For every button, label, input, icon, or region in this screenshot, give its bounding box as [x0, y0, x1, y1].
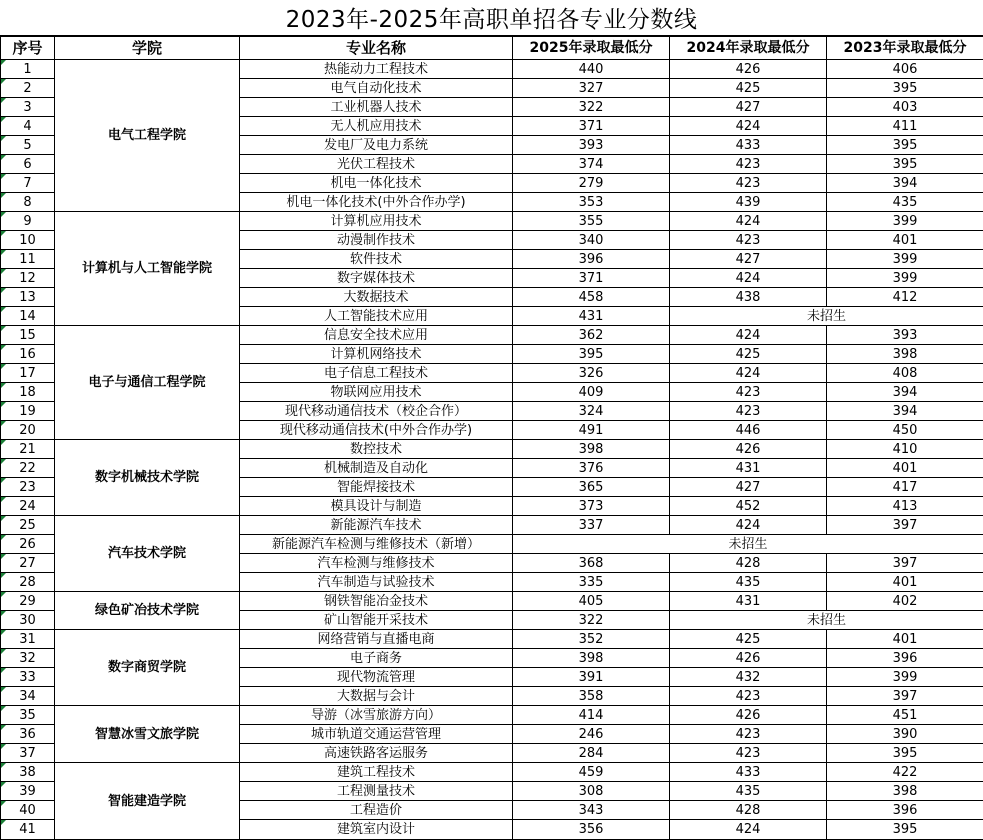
major-name-cell[interactable]: 城市轨道交通运营管理 — [240, 725, 513, 744]
college-cell[interactable]: 计算机与人工智能学院 — [55, 212, 240, 326]
score-2023-cell[interactable]: 393 — [827, 326, 983, 345]
major-name-cell[interactable]: 现代物流管理 — [240, 668, 513, 687]
row-index-cell[interactable]: 18 — [1, 383, 55, 402]
major-name-cell[interactable]: 信息安全技术应用 — [240, 326, 513, 345]
row-index-cell[interactable]: 33 — [1, 668, 55, 687]
row-index-cell[interactable]: 29 — [1, 592, 55, 611]
major-name-cell[interactable]: 无人机应用技术 — [240, 117, 513, 136]
score-2025-cell[interactable]: 340 — [513, 231, 670, 250]
score-2023-cell[interactable]: 401 — [827, 459, 983, 478]
score-2025-cell[interactable]: 376 — [513, 459, 670, 478]
score-2023-cell[interactable]: 401 — [827, 630, 983, 649]
score-2025-cell[interactable]: 458 — [513, 288, 670, 307]
row-index-cell[interactable]: 24 — [1, 497, 55, 516]
row-index-cell[interactable]: 31 — [1, 630, 55, 649]
score-2023-cell[interactable]: 422 — [827, 763, 983, 782]
college-cell[interactable]: 汽车技术学院 — [55, 516, 240, 592]
score-2024-cell[interactable]: 423 — [670, 402, 827, 421]
score-2025-cell[interactable]: 431 — [513, 307, 670, 326]
major-name-cell[interactable]: 模具设计与制造 — [240, 497, 513, 516]
score-2025-cell[interactable]: 398 — [513, 649, 670, 668]
score-2023-cell[interactable]: 399 — [827, 269, 983, 288]
score-2024-cell[interactable]: 424 — [670, 364, 827, 383]
score-2024-cell[interactable]: 435 — [670, 573, 827, 592]
row-index-cell[interactable]: 11 — [1, 250, 55, 269]
score-2024-cell[interactable]: 427 — [670, 98, 827, 117]
row-index-cell[interactable]: 6 — [1, 155, 55, 174]
score-2025-cell[interactable]: 491 — [513, 421, 670, 440]
table-row — [1, 592, 983, 611]
header-row — [1, 37, 983, 60]
table-row — [1, 212, 983, 231]
major-name-cell[interactable]: 建筑工程技术 — [240, 763, 513, 782]
row-index-cell[interactable]: 39 — [1, 782, 55, 801]
score-2025-cell[interactable]: 405 — [513, 592, 670, 611]
header-score-2023[interactable]: 2023年录取最低分 — [827, 37, 983, 60]
row-index-cell[interactable]: 5 — [1, 136, 55, 155]
score-2024-cell[interactable]: 423 — [670, 744, 827, 763]
score-2025-cell[interactable]: 398 — [513, 440, 670, 459]
row-index-cell[interactable]: 10 — [1, 231, 55, 250]
header-major[interactable]: 专业名称 — [240, 37, 513, 60]
major-name-cell[interactable]: 智能焊接技术 — [240, 478, 513, 497]
score-2025-cell[interactable]: 373 — [513, 497, 670, 516]
table-row — [1, 60, 983, 79]
score-2025-cell[interactable]: 391 — [513, 668, 670, 687]
score-2023-cell[interactable]: 401 — [827, 231, 983, 250]
score-2023-cell[interactable]: 395 — [827, 155, 983, 174]
major-name-cell[interactable]: 电子信息工程技术 — [240, 364, 513, 383]
major-name-cell[interactable]: 现代移动通信技术(中外合作办学) — [240, 421, 513, 440]
major-name-cell[interactable]: 机电一体化技术 — [240, 174, 513, 193]
score-2023-cell[interactable]: 395 — [827, 136, 983, 155]
row-index-cell[interactable]: 2 — [1, 79, 55, 98]
major-name-cell[interactable]: 电子商务 — [240, 649, 513, 668]
table-row — [1, 516, 983, 535]
score-2023-cell[interactable]: 394 — [827, 174, 983, 193]
college-cell[interactable]: 智能建造学院 — [55, 763, 240, 840]
row-index-cell[interactable]: 34 — [1, 687, 55, 706]
row-index-cell[interactable]: 15 — [1, 326, 55, 345]
score-2024-cell[interactable]: 439 — [670, 193, 827, 212]
row-index-cell[interactable]: 38 — [1, 763, 55, 782]
major-name-cell[interactable]: 汽车检测与维修技术 — [240, 554, 513, 573]
major-name-cell[interactable]: 计算机应用技术 — [240, 212, 513, 231]
score-2024-cell[interactable]: 425 — [670, 630, 827, 649]
score-2024-cell[interactable]: 452 — [670, 497, 827, 516]
major-name-cell[interactable]: 数字媒体技术 — [240, 269, 513, 288]
major-name-cell[interactable]: 大数据与会计 — [240, 687, 513, 706]
score-2023-cell[interactable]: 399 — [827, 212, 983, 231]
row-index-cell[interactable]: 17 — [1, 364, 55, 383]
major-name-cell[interactable]: 机械制造及自动化 — [240, 459, 513, 478]
major-name-cell[interactable]: 网络营销与直播电商 — [240, 630, 513, 649]
score-2024-cell[interactable]: 426 — [670, 60, 827, 79]
score-2023-cell[interactable]: 396 — [827, 649, 983, 668]
score-2024-cell[interactable]: 431 — [670, 592, 827, 611]
score-2023-cell[interactable]: 399 — [827, 668, 983, 687]
college-cell[interactable]: 智慧冰雪文旅学院 — [55, 706, 240, 763]
score-2023-cell[interactable]: 396 — [827, 801, 983, 820]
row-index-cell[interactable]: 26 — [1, 535, 55, 554]
score-2025-cell[interactable]: 353 — [513, 193, 670, 212]
major-name-cell[interactable]: 新能源汽车检测与维修技术（新增） — [240, 535, 513, 554]
row-index-cell[interactable]: 21 — [1, 440, 55, 459]
row-index-cell[interactable]: 1 — [1, 60, 55, 79]
row-index-cell[interactable]: 13 — [1, 288, 55, 307]
major-name-cell[interactable]: 计算机网络技术 — [240, 345, 513, 364]
row-index-cell[interactable]: 41 — [1, 820, 55, 840]
header-index[interactable]: 序号 — [1, 37, 55, 60]
score-2023-cell[interactable]: 406 — [827, 60, 983, 79]
table-row — [1, 763, 983, 782]
score-table — [0, 36, 983, 840]
major-name-cell[interactable]: 新能源汽车技术 — [240, 516, 513, 535]
score-2023-cell[interactable]: 403 — [827, 98, 983, 117]
college-cell[interactable]: 绿色矿冶技术学院 — [55, 592, 240, 630]
row-index-cell[interactable]: 9 — [1, 212, 55, 231]
major-name-cell[interactable]: 热能动力工程技术 — [240, 60, 513, 79]
row-index-cell[interactable]: 27 — [1, 554, 55, 573]
row-index-cell[interactable]: 4 — [1, 117, 55, 136]
row-index-cell[interactable]: 28 — [1, 573, 55, 592]
header-college[interactable]: 学院 — [55, 37, 240, 60]
major-name-cell[interactable]: 软件技术 — [240, 250, 513, 269]
major-name-cell[interactable]: 钢铁智能冶金技术 — [240, 592, 513, 611]
not-enrolled-cell[interactable]: 未招生 — [513, 535, 983, 554]
college-cell[interactable]: 电气工程学院 — [55, 60, 240, 212]
score-2025-cell[interactable]: 414 — [513, 706, 670, 725]
major-name-cell[interactable]: 高速铁路客运服务 — [240, 744, 513, 763]
row-index-cell[interactable]: 14 — [1, 307, 55, 326]
row-index-cell[interactable]: 37 — [1, 744, 55, 763]
row-index-cell[interactable]: 40 — [1, 801, 55, 820]
table-body — [1, 60, 983, 840]
row-index-cell[interactable]: 32 — [1, 649, 55, 668]
major-name-cell[interactable]: 数控技术 — [240, 440, 513, 459]
not-enrolled-cell[interactable]: 未招生 — [670, 307, 983, 326]
row-index-cell[interactable]: 12 — [1, 269, 55, 288]
college-cell[interactable]: 数字商贸学院 — [55, 630, 240, 706]
score-2023-cell[interactable]: 413 — [827, 497, 983, 516]
score-2025-cell[interactable]: 337 — [513, 516, 670, 535]
major-name-cell[interactable]: 工程造价 — [240, 801, 513, 820]
score-2023-cell[interactable]: 417 — [827, 478, 983, 497]
score-2024-cell[interactable]: 435 — [670, 782, 827, 801]
score-2023-cell[interactable]: 398 — [827, 782, 983, 801]
score-2024-cell[interactable]: 438 — [670, 288, 827, 307]
score-2025-cell[interactable]: 396 — [513, 250, 670, 269]
score-2023-cell[interactable]: 394 — [827, 383, 983, 402]
score-2025-cell[interactable]: 246 — [513, 725, 670, 744]
score-2025-cell[interactable]: 409 — [513, 383, 670, 402]
score-2025-cell[interactable]: 395 — [513, 345, 670, 364]
score-2024-cell[interactable]: 425 — [670, 79, 827, 98]
score-2023-cell[interactable]: 397 — [827, 687, 983, 706]
table-row — [1, 630, 983, 649]
score-2025-cell[interactable]: 355 — [513, 212, 670, 231]
score-2025-cell[interactable]: 335 — [513, 573, 670, 592]
table-row — [1, 706, 983, 725]
score-2025-cell[interactable]: 308 — [513, 782, 670, 801]
score-2023-cell[interactable]: 435 — [827, 193, 983, 212]
score-2025-cell[interactable]: 362 — [513, 326, 670, 345]
score-2025-cell[interactable]: 358 — [513, 687, 670, 706]
score-2024-cell[interactable]: 423 — [670, 725, 827, 744]
score-2024-cell[interactable]: 423 — [670, 383, 827, 402]
score-2023-cell[interactable]: 390 — [827, 725, 983, 744]
score-2025-cell[interactable]: 284 — [513, 744, 670, 763]
header-score-2024[interactable]: 2024年录取最低分 — [670, 37, 827, 60]
major-name-cell[interactable]: 机电一体化技术(中外合作办学) — [240, 193, 513, 212]
score-2024-cell[interactable]: 424 — [670, 820, 827, 840]
row-index-cell[interactable]: 30 — [1, 611, 55, 630]
row-index-cell[interactable]: 8 — [1, 193, 55, 212]
score-2023-cell[interactable]: 395 — [827, 744, 983, 763]
score-2024-cell[interactable]: 431 — [670, 459, 827, 478]
score-2023-cell[interactable]: 398 — [827, 345, 983, 364]
score-2025-cell[interactable]: 365 — [513, 478, 670, 497]
score-2024-cell[interactable]: 426 — [670, 706, 827, 725]
score-2023-cell[interactable]: 451 — [827, 706, 983, 725]
score-2024-cell[interactable]: 426 — [670, 649, 827, 668]
score-2025-cell[interactable]: 371 — [513, 269, 670, 288]
score-2024-cell[interactable]: 424 — [670, 212, 827, 231]
major-name-cell[interactable]: 导游（冰雪旅游方向） — [240, 706, 513, 725]
score-2024-cell[interactable]: 427 — [670, 250, 827, 269]
score-2025-cell[interactable]: 356 — [513, 820, 670, 840]
score-2023-cell[interactable]: 412 — [827, 288, 983, 307]
score-2024-cell[interactable]: 446 — [670, 421, 827, 440]
score-2025-cell[interactable]: 352 — [513, 630, 670, 649]
sheet-title: 2023年-2025年高职单招各专业分数线 — [0, 0, 983, 36]
score-2024-cell[interactable]: 427 — [670, 478, 827, 497]
major-name-cell[interactable]: 物联网应用技术 — [240, 383, 513, 402]
major-name-cell[interactable]: 现代移动通信技术（校企合作） — [240, 402, 513, 421]
major-name-cell[interactable]: 工程测量技术 — [240, 782, 513, 801]
row-index-cell[interactable]: 19 — [1, 402, 55, 421]
score-2025-cell[interactable]: 324 — [513, 402, 670, 421]
score-2025-cell[interactable]: 279 — [513, 174, 670, 193]
score-2024-cell[interactable]: 433 — [670, 136, 827, 155]
score-2025-cell[interactable]: 440 — [513, 60, 670, 79]
score-2023-cell[interactable]: 395 — [827, 820, 983, 840]
row-index-cell[interactable]: 16 — [1, 345, 55, 364]
score-2025-cell[interactable]: 459 — [513, 763, 670, 782]
score-2024-cell[interactable]: 424 — [670, 117, 827, 136]
score-2023-cell[interactable]: 450 — [827, 421, 983, 440]
score-2023-cell[interactable]: 394 — [827, 402, 983, 421]
score-2025-cell[interactable]: 322 — [513, 98, 670, 117]
major-name-cell[interactable]: 汽车制造与试验技术 — [240, 573, 513, 592]
major-name-cell[interactable]: 建筑室内设计 — [240, 820, 513, 840]
score-2025-cell[interactable]: 371 — [513, 117, 670, 136]
row-index-cell[interactable]: 7 — [1, 174, 55, 193]
major-name-cell[interactable]: 光伏工程技术 — [240, 155, 513, 174]
score-2024-cell[interactable]: 424 — [670, 269, 827, 288]
score-2023-cell[interactable]: 397 — [827, 554, 983, 573]
college-cell[interactable]: 电子与通信工程学院 — [55, 326, 240, 440]
major-name-cell[interactable]: 工业机器人技术 — [240, 98, 513, 117]
score-2024-cell[interactable]: 423 — [670, 231, 827, 250]
score-2024-cell[interactable]: 425 — [670, 345, 827, 364]
score-2024-cell[interactable]: 428 — [670, 801, 827, 820]
row-index-cell[interactable]: 22 — [1, 459, 55, 478]
row-index-cell[interactable]: 35 — [1, 706, 55, 725]
score-2023-cell[interactable]: 411 — [827, 117, 983, 136]
score-2025-cell[interactable]: 368 — [513, 554, 670, 573]
row-index-cell[interactable]: 23 — [1, 478, 55, 497]
score-2023-cell[interactable]: 397 — [827, 516, 983, 535]
score-2024-cell[interactable]: 423 — [670, 687, 827, 706]
college-cell[interactable]: 数字机械技术学院 — [55, 440, 240, 516]
score-2024-cell[interactable]: 426 — [670, 440, 827, 459]
header-score-2025[interactable]: 2025年录取最低分 — [513, 37, 670, 60]
score-2025-cell[interactable]: 326 — [513, 364, 670, 383]
score-2024-cell[interactable]: 433 — [670, 763, 827, 782]
table-row — [1, 326, 983, 345]
score-2023-cell[interactable]: 399 — [827, 250, 983, 269]
major-name-cell[interactable]: 矿山智能开采技术 — [240, 611, 513, 630]
score-2024-cell[interactable]: 423 — [670, 155, 827, 174]
major-name-cell[interactable]: 人工智能技术应用 — [240, 307, 513, 326]
not-enrolled-cell[interactable]: 未招生 — [670, 611, 983, 630]
score-2023-cell[interactable]: 402 — [827, 592, 983, 611]
score-2024-cell[interactable]: 424 — [670, 516, 827, 535]
score-2025-cell[interactable]: 343 — [513, 801, 670, 820]
major-name-cell[interactable]: 动漫制作技术 — [240, 231, 513, 250]
table-row — [1, 440, 983, 459]
score-2024-cell[interactable]: 423 — [670, 174, 827, 193]
score-2024-cell[interactable]: 424 — [670, 326, 827, 345]
score-2025-cell[interactable]: 322 — [513, 611, 670, 630]
major-name-cell[interactable]: 电气自动化技术 — [240, 79, 513, 98]
score-2023-cell[interactable]: 410 — [827, 440, 983, 459]
score-2023-cell[interactable]: 401 — [827, 573, 983, 592]
score-2023-cell[interactable]: 408 — [827, 364, 983, 383]
score-2024-cell[interactable]: 432 — [670, 668, 827, 687]
score-2025-cell[interactable]: 393 — [513, 136, 670, 155]
score-2024-cell[interactable]: 428 — [670, 554, 827, 573]
score-2023-cell[interactable]: 395 — [827, 79, 983, 98]
row-index-cell[interactable]: 36 — [1, 725, 55, 744]
score-2025-cell[interactable]: 327 — [513, 79, 670, 98]
row-index-cell[interactable]: 20 — [1, 421, 55, 440]
major-name-cell[interactable]: 大数据技术 — [240, 288, 513, 307]
row-index-cell[interactable]: 3 — [1, 98, 55, 117]
score-2025-cell[interactable]: 374 — [513, 155, 670, 174]
major-name-cell[interactable]: 发电厂及电力系统 — [240, 136, 513, 155]
row-index-cell[interactable]: 25 — [1, 516, 55, 535]
